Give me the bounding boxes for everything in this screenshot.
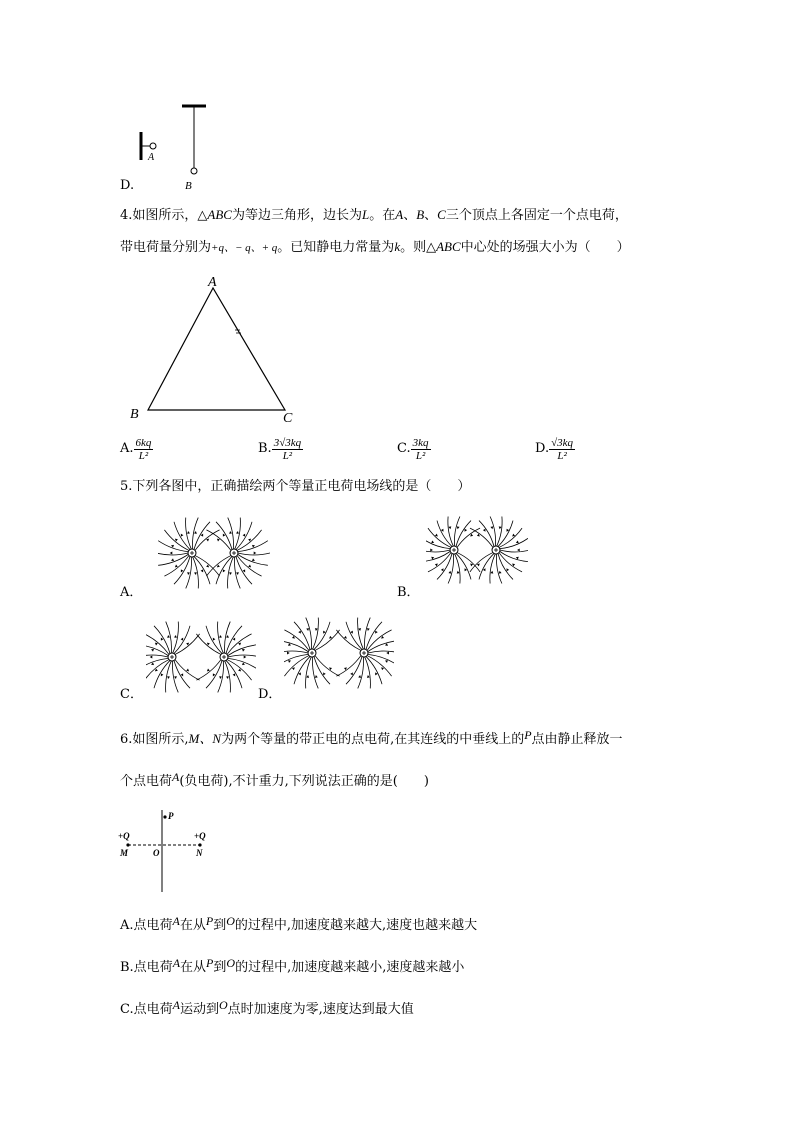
- q4-vertex-b: B: [130, 407, 139, 422]
- q6-fig-o: O: [153, 848, 160, 858]
- q5-figure-b: [426, 512, 528, 592]
- q5-figure-d: [284, 612, 394, 696]
- q6-option-b[interactable]: B.点电荷A在从P到O的过程中,加速度越来越小,速度越来越小: [120, 956, 465, 975]
- q6-fig-p: P: [168, 811, 174, 821]
- q5-label-b[interactable]: B．: [397, 585, 420, 600]
- q6-option-c[interactable]: C.点电荷A运动到O点时加速度为零,速度达到最大值: [120, 998, 414, 1017]
- q4-vertex-a: A: [208, 275, 217, 290]
- q4-option-d-fraction: $\frac{√3kq}{\text{L²}}$: [551, 436, 574, 462]
- q4-triangle-figure: [120, 270, 310, 430]
- q4-stem-line1: 4.如图所示，△ABC为等边三角形，边长为L。在A、B、C三个顶点上各固定一个点电荷，: [120, 207, 628, 223]
- q4-vertex-c: C: [283, 411, 293, 426]
- q6-fig-q-left: +Q: [118, 831, 130, 841]
- q6-stem-line2: 个点电荷A(负电荷),不计重力,下列说法正确的是( ): [120, 770, 429, 789]
- q4-option-c[interactable]: C. $\frac{3kq}{\text{L²}}$: [397, 436, 429, 462]
- q5-figure-a: [158, 512, 270, 594]
- q4-stem-line2: 带电荷量分别为+q、− q、+ q。已知静电力常量为k。则△ABC中心处的场强大小为（ ）: [120, 239, 630, 255]
- q4-option-d[interactable]: D. $\frac{√3kq}{\text{L²}}$: [535, 436, 574, 462]
- q5-stem: 5.下列各图中，正确描绘两个等量正电荷电场线的是（ ）: [120, 479, 471, 494]
- q4-option-c-fraction: $\frac{3kq}{\text{L²}}$: [412, 436, 429, 462]
- q6-figure: [118, 806, 218, 896]
- q5-figure-c: [146, 614, 256, 698]
- q6-fig-m: M: [120, 848, 129, 858]
- q3-label-b: B: [185, 180, 192, 192]
- q5-label-c[interactable]: C．: [120, 687, 143, 702]
- q5-label-a[interactable]: A．: [120, 585, 143, 600]
- q3-label-a: A: [148, 152, 155, 163]
- q6-fig-q-right: +Q: [194, 831, 206, 841]
- q3-option-d-figure: [130, 100, 220, 195]
- q3-option-d-letter: D.: [120, 178, 135, 193]
- q4-option-b-fraction: $\frac{3√3kq}{\text{L²}}$: [273, 436, 302, 462]
- q4-option-b[interactable]: B. $\frac{3√3kq}{\text{L²}}$: [258, 436, 302, 462]
- q6-option-a[interactable]: A.点电荷A在从P到O的过程中,加速度越来越大,速度也越来越大: [120, 914, 478, 933]
- q4-option-a-fraction: $\frac{6kq}{\text{L²}}$: [135, 436, 152, 462]
- q5-label-d[interactable]: D．: [258, 687, 282, 702]
- q4-option-a[interactable]: A. $\frac{6kq}{\text{L²}}$: [120, 436, 152, 462]
- q6-stem-line1: 6.如图所示,M、N为两个等量的带正电的点电荷,在其连线的中垂线上的P点由静止释放一: [120, 728, 623, 747]
- q6-fig-n: N: [196, 848, 203, 858]
